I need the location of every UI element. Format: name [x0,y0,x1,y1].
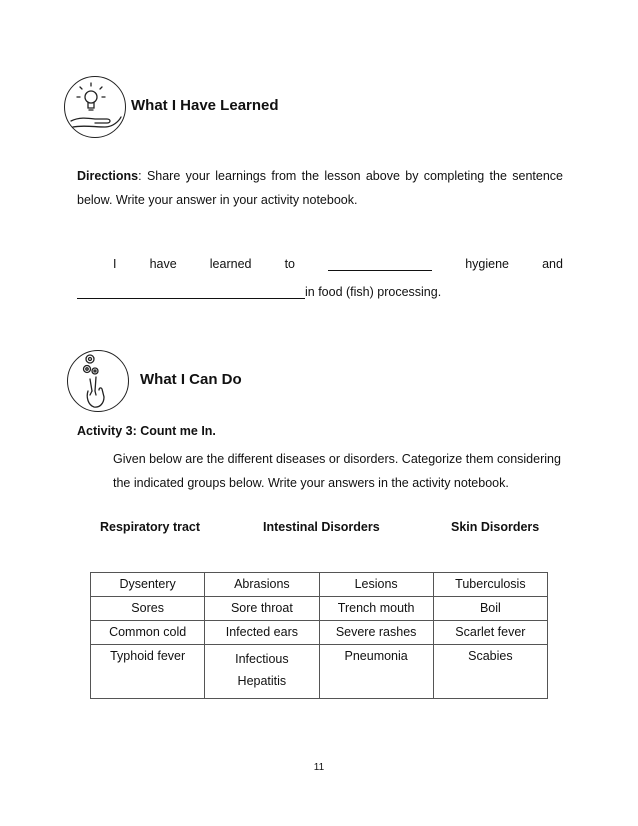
table-cell: Dysentery [91,573,205,597]
sentence-end: in food (fish) processing. [305,285,442,299]
table-cell: Pneumonia [319,645,433,699]
lightbulb-hand-icon [64,76,126,138]
group-respiratory: Respiratory tract [100,520,201,534]
group-intestinal: Intestinal Disorders [263,520,380,534]
table-cell: Infectious Hepatitis [205,645,319,699]
table-row [91,573,548,597]
directions-label: Directions [77,169,139,183]
activity-instructions: Given below are the different diseases or disorders. Categorize them considering the indicated groups below. Write your answers in the activity notebook. [113,452,561,490]
answer-blank-1[interactable] [328,257,432,271]
directions [77,164,563,212]
table-cell: Abrasions [205,573,319,597]
table-cell: Trench mouth [319,597,433,621]
table-row [91,621,548,645]
table-cell: Common cold [91,621,205,645]
disease-table [90,572,548,699]
page-number: 11 [313,762,325,773]
sentence-line-1 [113,257,563,271]
can-do-title: What I Can Do [140,371,242,388]
table-cell: Lesions [319,573,433,597]
word-have: have [149,257,177,271]
gears-hand-icon [67,350,129,412]
table-cell: Sores [91,597,205,621]
word-hygiene: hygiene [465,257,509,271]
word-to: to [284,257,296,271]
table-row [91,597,548,621]
word-i: I [113,257,117,271]
directions-text: : Share your learnings from the lesson above by completing the sentence below. Write your answer in your activity notebook. [77,169,563,207]
table-cell: Tuberculosis [433,573,547,597]
table-cell: Scabies [433,645,547,699]
table-row [91,645,548,699]
table-cell: Sore throat [205,597,319,621]
group-skin: Skin Disorders [451,520,540,534]
table-cell: Severe rashes [319,621,433,645]
table-cell: Scarlet fever [433,621,547,645]
word-and: and [542,257,563,271]
table-cell: Boil [433,597,547,621]
sentence-line-2 [77,285,441,299]
activity-title: Activity 3: Count me In. [77,424,216,438]
answer-blank-2[interactable] [77,285,305,299]
learned-title: What I Have Learned [131,97,279,114]
table-cell: Typhoid fever [91,645,205,699]
table-cell: Infected ears [205,621,319,645]
word-learned: learned [209,257,252,271]
